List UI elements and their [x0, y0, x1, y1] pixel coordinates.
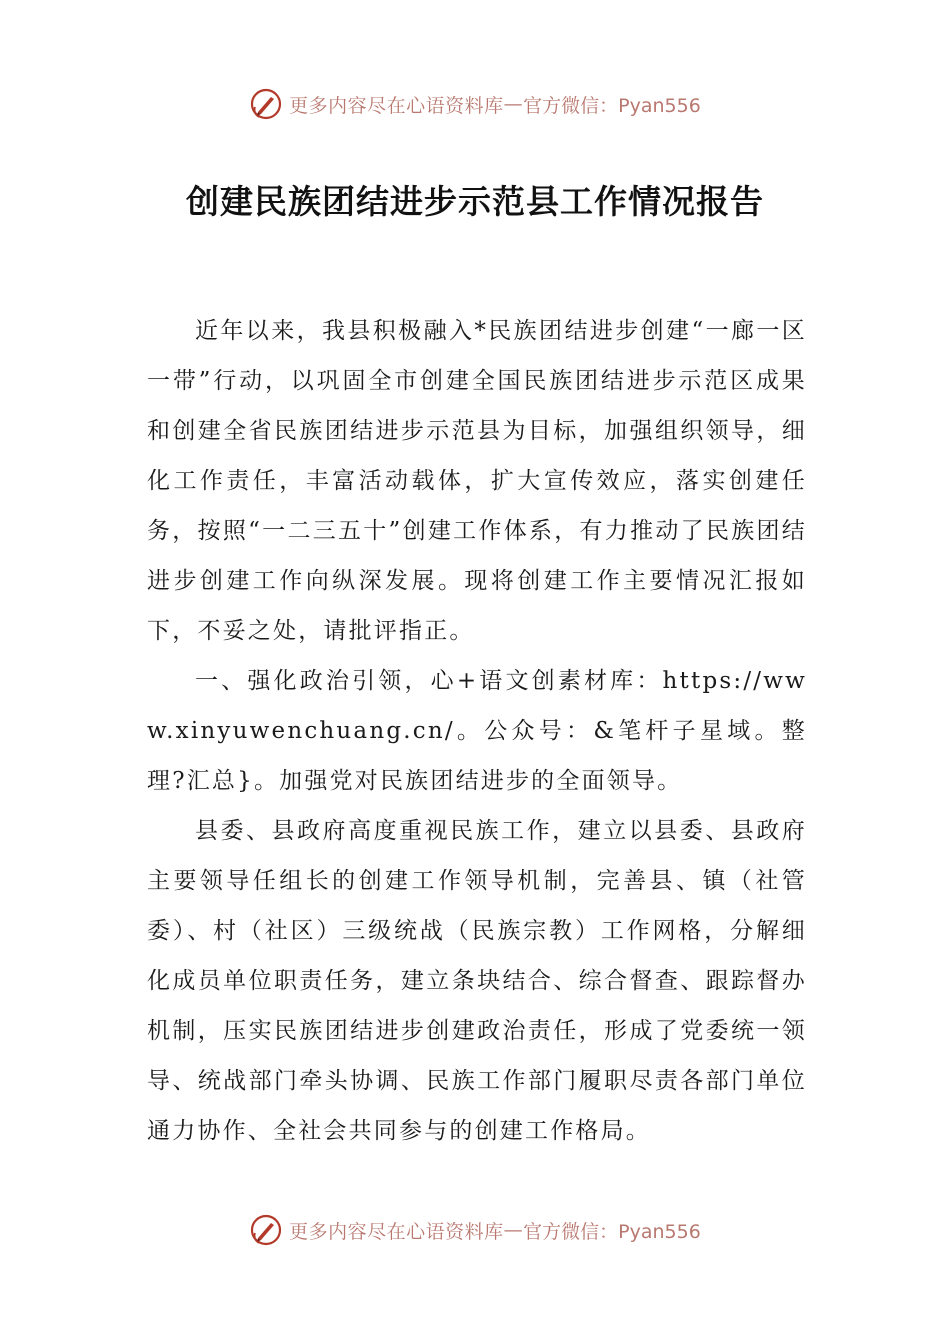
document-body — [147, 306, 807, 1156]
watermark-separator: — — [503, 1219, 524, 1241]
watermark-text: 更多内容尽在心语资料库 — [289, 1220, 504, 1243]
pen-logo-icon — [249, 87, 283, 121]
paragraph-section-heading: 一、强化政治引领，心+语文创素材库：https://www.xinyuwenchuang.cn/。公众号：&笔杆子星域。整理?汇总}。加强党对民族团结进步的全面领导。 — [147, 668, 807, 794]
watermark-contact: 官方微信：Pyan556 — [523, 94, 701, 117]
watermark-text: 更多内容尽在心语资料库 — [289, 94, 504, 117]
document-title: 创建民族团结进步示范县工作情况报告 — [186, 182, 764, 221]
watermark-content — [249, 1213, 701, 1247]
paragraph-intro: 近年以来，我县积极融入*民族团结进步创建“一廊一区一带”行动，以巩固全市创建全国民族团结进步示范区成果和创建全省民族团结进步示范县为目标，加强组织领导，细化工作责任，丰富活动载体，扩大宣传效应，落实创建任务，按照“一二三五十”创建工作体系，有力推动了民族团结进步创建工作向纵深发展。现将创建工作主要情况汇报如下，不妥之处，请批评指正。 — [147, 318, 807, 644]
pen-logo-icon — [249, 1213, 283, 1247]
watermark-banner-bottom — [0, 1210, 950, 1250]
watermark-banner-top — [0, 84, 950, 124]
paragraph-leadership: 县委、县政府高度重视民族工作，建立以县委、县政府主要领导任组长的创建工作领导机制，完善县、镇（社管委）、村（社区）三级统战（民族宗教）工作网格，分解细化成员单位职责任务，建立条块结合、综合督查、跟踪督办机制，压实民族团结进步创建政治责任，形成了党委统一领导、统战部门牵头协调、民族工作部门履职尽责各部门单位通力协作、全社会共同参与的创建工作格局。 — [147, 818, 807, 1144]
watermark-contact: 官方微信：Pyan556 — [523, 1220, 701, 1243]
watermark-separator: — — [503, 93, 524, 115]
watermark-content — [249, 87, 701, 121]
